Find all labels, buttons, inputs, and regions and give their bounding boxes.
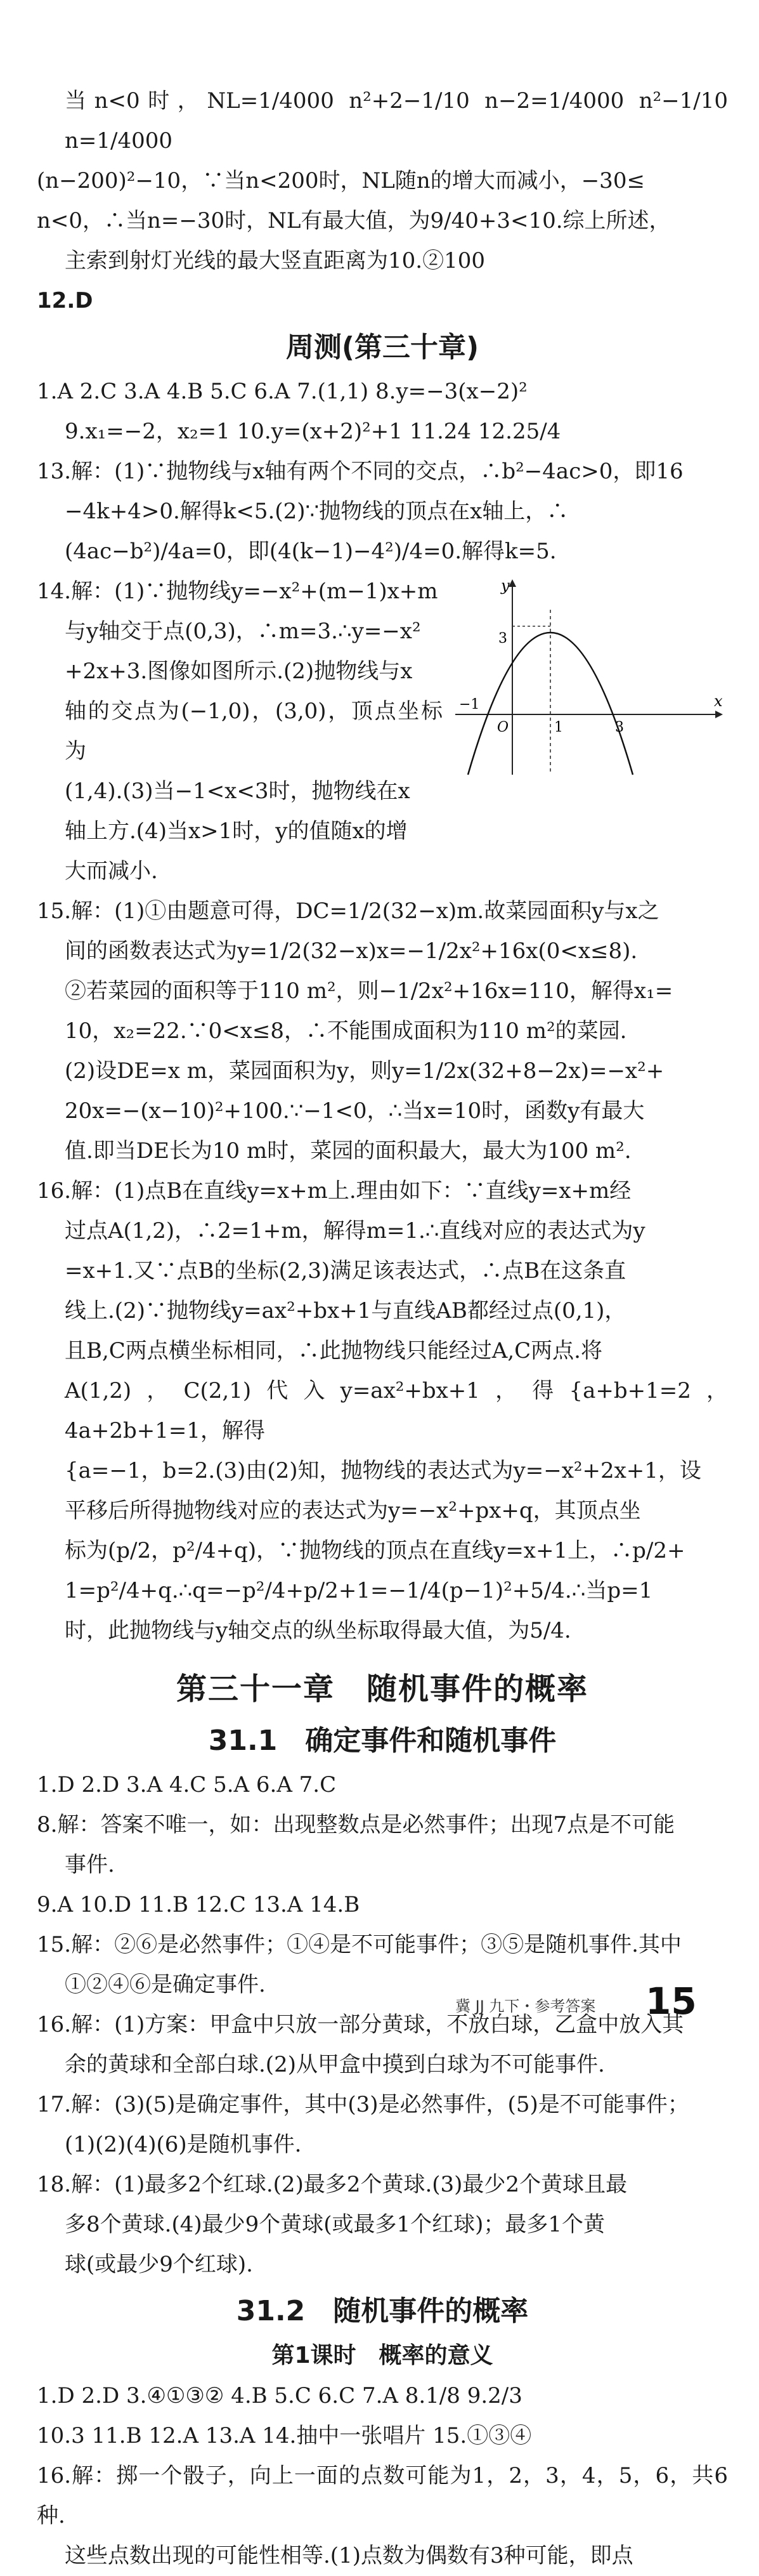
- answer-line: 9.A 10.D 11.B 12.C 13.A 14.B: [37, 1892, 360, 1917]
- answer-line: 事件.: [65, 1852, 115, 1877]
- answer-line: 18.解：(1)最多2个红球.(2)最多2个黄球.(3)最少2个黄球且最: [37, 2172, 628, 2197]
- answer-line: (4ac−b²)/4a=0，即(4(k−1)−4²)/4=0.解得k=5.: [65, 539, 557, 564]
- answer-line: 13.解：(1)∵抛物线与x轴有两个不同的交点，∴b²−4ac>0，即16: [37, 459, 684, 484]
- parabola-curve: [468, 633, 633, 775]
- answer-line: 16.解：(1)点B在直线y=x+m上.理由如下：∵直线y=x+m经: [37, 1178, 632, 1204]
- answer-line: 1.A 2.C 3.A 4.B 5.C 6.A 7.(1,1) 8.y=−3(x−2)²: [37, 379, 528, 404]
- answer-line: 1.D 2.D 3.A 4.C 5.A 6.A 7.C: [37, 1772, 337, 1797]
- answer-line: 10.3 11.B 12.A 13.A 14.抽中一张唱片 15.①③④: [37, 2423, 532, 2448]
- origin-label: O: [497, 720, 509, 735]
- answer-line: 16.解：掷一个骰子，向上一面的点数可能为1，2，3，4，5，6，共6种.: [37, 2463, 728, 2528]
- tick-3-x: 3: [615, 720, 624, 735]
- answer-line: 15.解：②⑥是必然事件；①④是不可能事件；③⑤是随机事件.其中: [37, 1932, 682, 1957]
- answer-line: A(1,2)，C(2,1)代入y=ax²+bx+1，得{a+b+1=2，4a+2b+1=1，解得: [65, 1378, 728, 1443]
- answer-line: 余的黄球和全部白球.(2)从甲盒中摸到白球为不可能事件.: [65, 2052, 605, 2077]
- answer-line: ①②④⑥是确定事件.: [65, 1972, 266, 1997]
- answer-line: −4k+4>0.解得k<5.(2)∵抛物线的顶点在x轴上，∴: [65, 499, 569, 524]
- answer-line: 1.D 2.D 3.④①③② 4.B 5.C 6.C 7.A 8.1/8 9.2/3: [37, 2383, 522, 2408]
- footer-label: 冀 JJ 九下・参考答案: [455, 1997, 596, 2015]
- text-line: (n−200)²−10，∵当n<200时，NL随n的增大而减小，−30≤: [37, 168, 645, 194]
- x-axis-arrow-icon: [715, 711, 723, 718]
- answer-line: 轴上方.(4)当x>1时，y的值随x的增: [65, 818, 408, 844]
- answer-line: ②若菜园的面积等于110 m²，则−1/2x²+16x=110，解得x₁=: [65, 978, 673, 1004]
- answer-line: (1,4).(3)当−1<x<3时，抛物线在x: [65, 779, 410, 804]
- text-line: 当n<0时，NL=1/4000 n²+2−1/10 n−2=1/4000 n²−1/10 n=1/4000: [65, 88, 728, 154]
- answer-line: 16.解：(1)方案：甲盒中只放一部分黄球，不放白球，乙盒中放入其: [37, 2012, 684, 2037]
- text-line: 主索到射灯光线的最大竖直距离为10.②100: [65, 248, 485, 273]
- answer-line: 17.解：(3)(5)是确定事件，其中(3)是必然事件，(5)是不可能事件；: [37, 2092, 689, 2117]
- question-14-block: [37, 572, 728, 891]
- answer-line: 球(或最少9个红球).: [65, 2252, 253, 2277]
- tick-neg1: −1: [459, 697, 480, 713]
- answer-line: 平移后所得抛物线对应的表达式为y=−x²+px+q，其顶点坐: [65, 1498, 641, 1523]
- answer-line: 这些点数出现的可能性相等.(1)点数为偶数有3种可能，即点: [65, 2543, 633, 2568]
- content-column: [37, 81, 728, 2576]
- answer-item: 12.D: [37, 288, 93, 313]
- answer-line: 8.解：答案不唯一，如：出现整数点是必然事件；出现7点是不可能: [37, 1812, 675, 1837]
- tick-1: 1: [554, 720, 563, 735]
- answer-line: 时，此抛物线与y轴交点的纵坐标取得最大值，为5/4.: [65, 1618, 571, 1643]
- text-line: n<0，∴当n=−30时，NL有最大值，为9/40+3<10.综上所述，: [37, 208, 671, 233]
- lesson-title: 第1课时 概率的意义: [271, 2343, 493, 2369]
- answer-line: 且B,C两点横坐标相同，∴此抛物线只能经过A,C两点.将: [65, 1338, 602, 1364]
- chapter-title: 第三十一章 随机事件的概率: [176, 1671, 588, 1707]
- answer-line: (2)设DE=x m，菜园面积为y，则y=1/2x(32+8−2x)=−x²+: [65, 1058, 665, 1084]
- page-number: 15: [645, 1980, 697, 2023]
- answer-line: 过点A(1,2)，∴2=1+m，解得m=1.∴直线对应的表达式为y: [65, 1218, 645, 1244]
- parabola-graph: [449, 572, 728, 781]
- answer-line: (1)(2)(4)(6)是随机事件.: [65, 2132, 302, 2157]
- answer-line: 多8个黄球.(4)最少9个黄球(或最多1个红球)；最多1个黄: [65, 2212, 606, 2237]
- section-title-31-2: 31.2 随机事件的概率: [236, 2295, 529, 2327]
- answer-line: 标为(p/2，p²/4+q)，∵抛物线的顶点在直线y=x+1上，∴p/2+: [65, 1538, 685, 1563]
- answer-line: 9.x₁=−2，x₂=1 10.y=(x+2)²+1 11.24 12.25/4: [65, 419, 561, 444]
- answer-line: 1=p²/4+q.∴q=−p²/4+p/2+1=−1/4(p−1)²+5/4.∴当p=1: [65, 1578, 653, 1603]
- answer-line: 15.解：(1)①由题意可得，DC=1/2(32−x)m.故菜园面积y与x之: [37, 898, 659, 924]
- answer-line: +2x+3.图像如图所示.(2)抛物线与x: [65, 659, 413, 684]
- page-footer: [0, 1980, 759, 2023]
- answer-line: {a=−1，b=2.(3)由(2)知，抛物线的表达式为y=−x²+2x+1，设: [65, 1458, 701, 1483]
- tick-3-y: 3: [498, 631, 507, 647]
- answer-line: 轴的交点为(−1,0)，(3,0)，顶点坐标为: [65, 699, 443, 764]
- section-title-weekly: 周测(第三十章): [285, 331, 479, 364]
- answer-line: 10，x₂=22.∵0<x≤8，∴不能围成面积为110 m²的菜园.: [65, 1018, 627, 1044]
- y-axis-arrow-icon: [509, 579, 516, 587]
- answer-line: 大而减小.: [65, 858, 158, 884]
- answer-line: 值.即当DE长为10 m时，菜园的面积最大，最大为100 m².: [65, 1138, 632, 1164]
- section-title-31-1: 31.1 确定事件和随机事件: [208, 1725, 557, 1757]
- answer-line: 20x=−(x−10)²+100.∵−1<0，∴当x=10时，函数y有最大: [65, 1098, 645, 1124]
- answer-line: =x+1.又∵点B的坐标(2,3)满足该表达式，∴点B在这条直: [65, 1258, 626, 1284]
- x-axis-label: x: [714, 692, 723, 710]
- y-axis-label: y: [501, 577, 510, 595]
- answer-line: 间的函数表达式为y=1/2(32−x)x=−1/2x²+16x(0<x≤8).: [65, 938, 638, 964]
- answer-line: 14.解：(1)∵抛物线y=−x²+(m−1)x+m: [37, 579, 438, 604]
- question-14-text: [37, 572, 443, 891]
- answer-line: 线上.(2)∵抛物线y=ax²+bx+1与直线AB都经过点(0,1)，: [65, 1298, 626, 1324]
- answer-line: 与y轴交于点(0,3)，∴m=3.∴y=−x²: [65, 619, 421, 644]
